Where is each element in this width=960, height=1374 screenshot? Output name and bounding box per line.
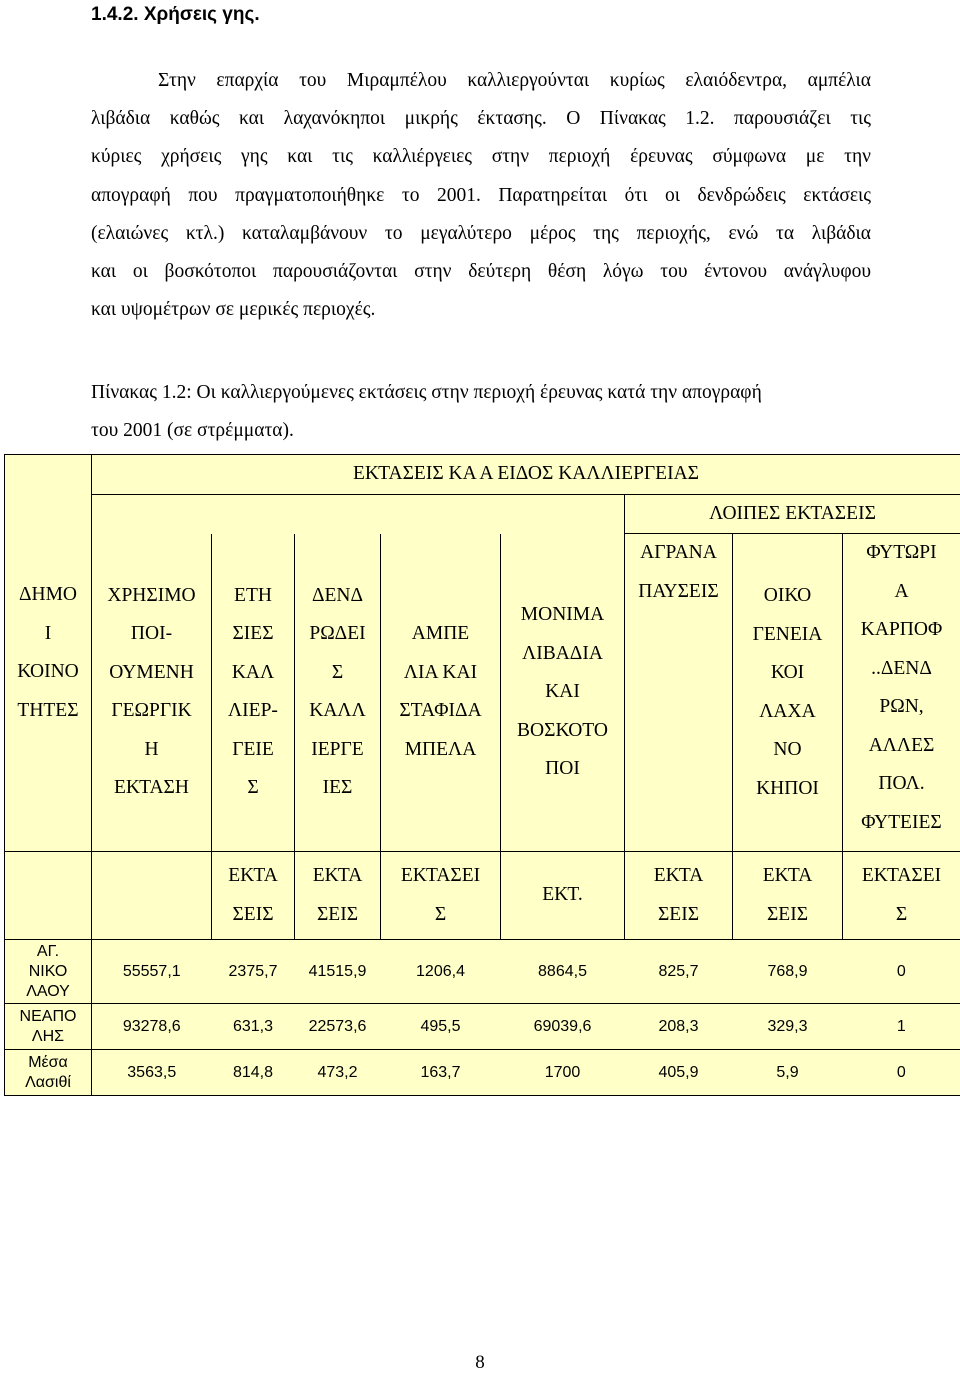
cell-value: 41515,9 (308, 962, 367, 980)
unit-label: ΕΚΤΑ ΣΕΙΣ (653, 865, 704, 925)
table-subgroup-row (5, 494, 960, 534)
table-cell (733, 1004, 843, 1050)
column-header: ΕΤΗ ΣΙΕΣ ΚΑΛ ΛΙΕΡ- ΓΕΙΕ Σ (228, 584, 278, 799)
unit-cell (295, 852, 381, 940)
unit-cell (843, 852, 960, 940)
cell-value: 825,7 (658, 962, 699, 980)
column-header-cell (295, 534, 381, 852)
body-paragraph (91, 62, 871, 329)
cell-value: 329,3 (767, 1017, 808, 1035)
paragraph-line: κύριες χρήσεις γης και τις καλλιέργειες στην περιοχή έρευνας σύμφωνα με την (91, 146, 871, 168)
unit-label: ΕΚΤΑΣΕΙ Σ (400, 865, 481, 925)
table-row (5, 1004, 960, 1050)
column-header-cell (843, 534, 960, 852)
table-cell (212, 940, 295, 1004)
column-header-cell (733, 534, 843, 852)
cell-value: 1700 (544, 1063, 581, 1081)
caption-line: Πίνακας 1.2: Οι καλλιεργούμενες εκτάσεις στην περιοχή έρευνας κατά την απογραφή (91, 382, 762, 403)
other-areas-header: ΛΟΙΠΕΣ ΕΚΤΑΣΕΙΣ (709, 502, 876, 524)
table-cell (843, 940, 960, 1004)
paragraph-line: λιβάδια καθώς και λαχανόκηποι μικρής έκτασης. Ο Πίνακας 1.2. παρουσιάζει τις (91, 108, 871, 130)
cell-value: 768,9 (767, 962, 808, 980)
cell-value: 2375,7 (228, 962, 278, 980)
unit-label: ΕΚΤ. (542, 884, 583, 906)
table-caption (91, 374, 881, 450)
row-label: ΝΕΑΠΟ ΛΗΣ (19, 1007, 77, 1045)
table-cell (212, 1004, 295, 1050)
table-cell (625, 1004, 733, 1050)
table-cell (381, 1004, 501, 1050)
cell-value: 814,8 (232, 1063, 274, 1081)
table-cell (843, 1050, 960, 1096)
column-header-cell (212, 534, 295, 852)
table-cell (92, 1050, 212, 1096)
page-number: 8 (475, 1352, 485, 1373)
cell-value: 405,9 (658, 1063, 699, 1081)
unit-cell (501, 852, 625, 940)
table-cell (381, 940, 501, 1004)
table-cell (92, 940, 212, 1004)
paragraph-line (91, 62, 871, 100)
cell-value: 55557,1 (122, 962, 181, 980)
row-label-cell (5, 940, 92, 1004)
table-cell (501, 1050, 625, 1096)
column-header-cell (625, 534, 733, 852)
table-row (5, 940, 960, 1004)
table-column-header-row (5, 534, 960, 852)
unit-cell (625, 852, 733, 940)
column-header: ΔΕΝΔ ΡΩΔΕΙ Σ ΚΑΛΛ ΙΕΡΓΕ ΙΕΣ (309, 584, 366, 799)
unit-cell (733, 852, 843, 940)
unit-label: ΕΚΤΑ ΣΕΙΣ (228, 865, 278, 925)
paragraph-line: απογραφή που πραγματοποιήθηκε το 2001. Παρατηρείται ότι οι δενδρώδεις εκτάσεις (91, 184, 871, 206)
group-header-cell (92, 455, 960, 495)
cell-value: 5,9 (776, 1063, 799, 1081)
group-header: ΕΚΤΑΣΕΙΣ ΚΑ Α ΕΙΔΟΣ ΚΑΛΛΙΕΡΓΕΙΑΣ (353, 463, 700, 484)
paragraph-line: και υψομέτρων σε μερικές περιοχές. (91, 299, 376, 321)
table-cell (843, 1004, 960, 1050)
table-cell (625, 1050, 733, 1096)
table-cell (212, 1050, 295, 1096)
table-cell (501, 1004, 625, 1050)
cell-value: 473,2 (317, 1063, 358, 1081)
cell-value: 631,3 (232, 1017, 274, 1035)
cell-value: 93278,6 (122, 1017, 181, 1035)
table-cell (733, 940, 843, 1004)
column-header: ΜΟΝΙΜΑ ΛΙΒΑΔΙΑ ΚΑΙ ΒΟΣΚΟΤΟ ΠΟΙ (517, 604, 608, 779)
land-use-table (4, 454, 960, 1096)
unit-label: ΕΚΤΑ ΣΕΙΣ (762, 865, 813, 925)
column-header: ΑΜΠΕ ΛΙΑ ΚΑΙ ΣΤΑΦΙΔΑ ΜΠΕΛΑ (399, 623, 482, 760)
row-label-cell (5, 1050, 92, 1096)
cell-value: 8864,5 (538, 962, 587, 980)
table-cell (733, 1050, 843, 1096)
table-unit-row (5, 852, 960, 940)
cell-value: 1206,4 (416, 962, 465, 980)
column-header: ΑΓΡΑΝΑ ΠΑΥΣΕΙΣ (638, 542, 719, 602)
other-areas-header-cell (625, 494, 960, 534)
unit-label: ΕΚΤΑΣΕΙ Σ (861, 865, 942, 925)
cell-value: 1 (896, 1017, 906, 1035)
table-group-header-row (5, 455, 960, 495)
subgroup-spacer (92, 494, 625, 534)
unit-cell (381, 852, 501, 940)
table-cell (625, 940, 733, 1004)
row-label-cell (5, 1004, 92, 1050)
municipalities-header: ΔΗΜΟ Ι ΚΟΙΝΟ ΤΗΤΕΣ (17, 584, 79, 721)
cell-value: 208,3 (658, 1017, 699, 1035)
cell-value: 0 (896, 1063, 906, 1081)
row-label: Μέσα Λασιθί (25, 1053, 71, 1091)
paragraph-line: και οι βοσκότοποι παρουσιάζονται στην δεύτερη θέση λόγω του έντονου ανάγλυφου (91, 260, 871, 282)
column-header: ΧΡΗΣΙΜΟ ΠΟΙ- ΟΥΜΕΝΗ ΓΕΩΡΓΙΚ Η ΕΚΤΑΣΗ (107, 584, 196, 799)
paragraph-line-text: Στην επαρχία του Μιραμπέλου καλλιεργούνται κυρίως ελαιόδεντρα, αμπέλια (158, 70, 871, 91)
unit-label: ΕΚΤΑ ΣΕΙΣ (312, 865, 363, 925)
column-header-cell (501, 534, 625, 852)
table-cell (295, 940, 381, 1004)
unit-cell (212, 852, 295, 940)
cell-value: 69039,6 (533, 1017, 592, 1035)
cell-value: 3563,5 (127, 1063, 177, 1081)
column-header-cell (381, 534, 501, 852)
table-cell (295, 1050, 381, 1096)
cell-value: 163,7 (420, 1063, 461, 1081)
table-cell (92, 1004, 212, 1050)
paragraph-line: (ελαιώνες κτλ.) καταλαμβάνουν το μεγαλύτερο μέρος της περιοχής, ενώ τα λιβάδια (91, 222, 871, 244)
row-label: ΑΓ. ΝΙΚΟ ΛΑΟΥ (26, 942, 70, 1000)
table-cell (381, 1050, 501, 1096)
cell-value: 495,5 (420, 1017, 461, 1035)
column-header-cell (92, 534, 212, 852)
table-cell (501, 940, 625, 1004)
table-row (5, 1050, 960, 1096)
unit-cell (92, 852, 212, 940)
section-heading: 1.4.2. Χρήσεις γης. (91, 4, 260, 25)
cell-value: 0 (896, 962, 906, 980)
column-header: ΦΥΤΩΡΙ Α ΚΑΡΠΟΦ ..ΔΕΝΔ ΡΩΝ, ΑΛΛΕΣ ΠΟΛ. ΦΥΤΕΙΕΣ (860, 542, 943, 833)
unit-cell (5, 852, 92, 940)
column-header: ΟΙΚΟ ΓΕΝΕΙΑ ΚΟΙ ΛΑΧΑ ΝΟ ΚΗΠΟΙ (752, 585, 823, 799)
cell-value: 22573,6 (308, 1017, 367, 1035)
table-cell (295, 1004, 381, 1050)
municipalities-header-cell (5, 455, 92, 852)
caption-line: του 2001 (σε στρέμματα). (91, 420, 294, 441)
